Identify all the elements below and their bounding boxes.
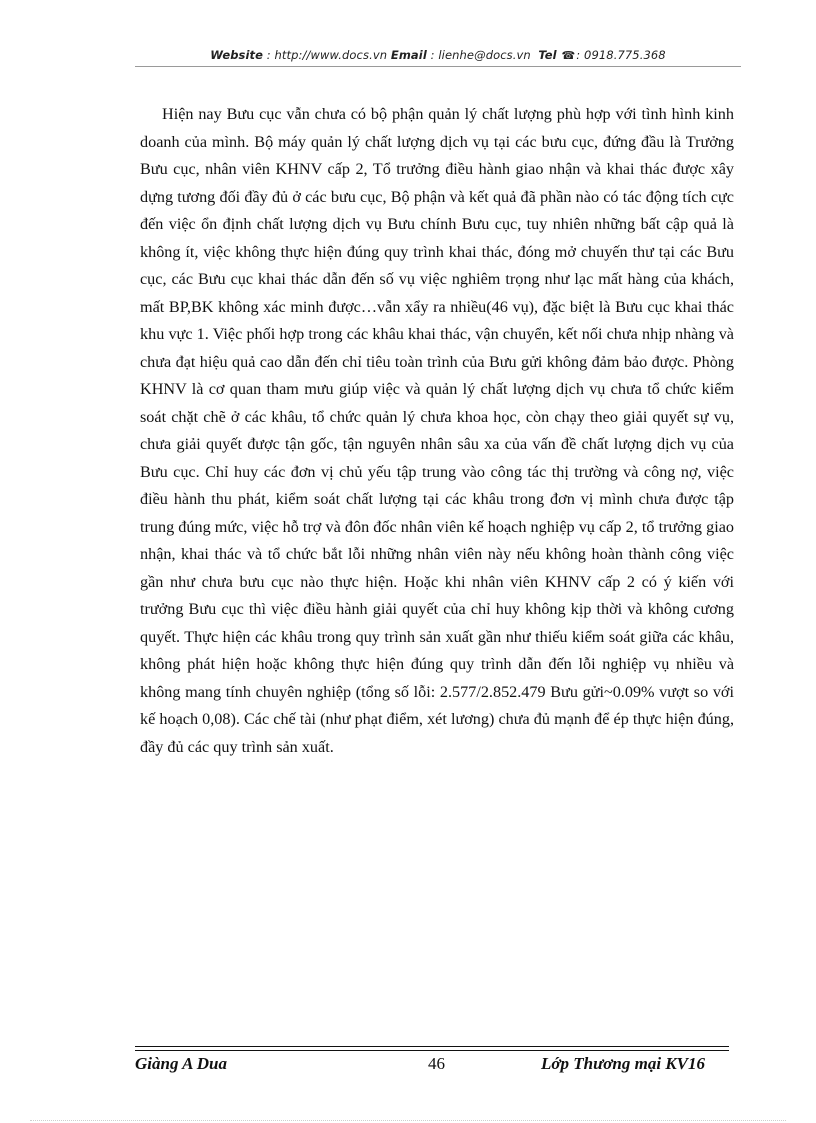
page-edge-dots xyxy=(30,1120,786,1121)
body-paragraph: Hiện nay Bưu cục vẫn chưa có bộ phận quản lý chất lượng phù hợp với tình hình kinh doanh của mình. Bộ máy quản lý chất lượng dịch vụ tại các bưu cục, đứng đầu là Trưởng Bưu cục, nhân viên KHNV cấp 2, Tổ trưởng điều hành giao nhận và khai thác được xây dựng tương đối đầy đủ ở các bưu cục, Bộ phận và kết quả đã phần nào có tác động tích cực đến việc ổn định chất lượng dịch vụ Bưu chính Bưu cục, tuy nhiên những bất cập quả là không ít, việc không thực hiện đúng quy trình khai thác, đóng mở chuyến thư tại các Bưu cục, các Bưu cục khai thác dẫn đến số vụ việc nghiêm trọng như lạc mất hàng của khách, mất BP,BK không xác minh được…vẫn xẩy ra nhiều(46 vụ), đặc biệt là Bưu cục khai thác khu vực 1. Việc phối hợp trong các khâu khai thác, vận chuyển, kết nối chưa nhịp nhàng và chưa đạt hiệu quả cao dẫn đến chỉ tiêu toàn trình của Bưu gửi không đảm bảo được. Phòng KHNV là cơ quan tham mưu giúp việc và quản lý chất lượng dịch vụ chưa tổ chức kiểm soát chặt chẽ ở các khâu, tổ chức quản lý chưa khoa học, còn chạy theo giải quyết sự vụ, chưa giải quyết được tận gốc, tận nguyên nhân sâu xa của vấn đề chất lượng dịch vụ của Bưu cục. Chỉ huy các đơn vị chủ yếu tập trung vào công tác thị trường và công nợ, việc điều hành thu phát, kiểm soát chất lượng tại các khâu trong đơn vị mình chưa được tập trung đúng mức, việc hỗ trợ và đôn đốc nhân viên kế hoạch nghiệp vụ cấp 2, tổ trưởng giao nhận, khai thác và tổ chức bắt lỗi những nhân viên này nếu không hoàn thành công việc gần như chưa bưu cục nào thực hiện. Hoặc khi nhân viên KHNV cấp 2 có ý kiến với trưởng Bưu cục thì việc điều hành giải quyết của chỉ huy không kịp thời và không cương quyết. Thực hiện các khâu trong quy trình sản xuất gần như thiếu kiểm soát giữa các khâu, không phát hiện hoặc không thực hiện đúng quy trình dẫn đến lỗi nghiệp vụ nhiều và không mang tính chuyên nghiệp (tổng số lỗi: 2.577/2.852.479 Bưu gửi~0.09% vượt so với kế hoạch 0,08). Các chế tài (như phạt điểm, xét lương) chưa đủ mạnh để ép thực hiện đúng, đầy đủ các quy trình sản xuất. xyxy=(140,105,734,756)
page-footer xyxy=(135,1054,729,1076)
header-divider xyxy=(135,66,741,67)
website-url[interactable]: http://www.docs.vn xyxy=(274,48,388,62)
phone-number: 0918.775.368 xyxy=(584,48,666,62)
phone-icon: ☎ xyxy=(561,49,576,62)
footer-author: Giàng A Dua xyxy=(135,1054,227,1073)
website-separator: : xyxy=(263,48,275,62)
page-header xyxy=(135,48,741,62)
footer-divider-thick xyxy=(135,1050,729,1051)
tel-separator: : xyxy=(576,48,585,62)
footer-divider-thin xyxy=(135,1046,729,1047)
tel-label: Tel xyxy=(538,48,557,62)
website-label: Website xyxy=(210,48,264,62)
footer-class: Lớp Thương mại KV16 xyxy=(541,1054,705,1073)
email-address[interactable]: lienhe@docs.vn xyxy=(438,48,531,62)
page-number: 46 xyxy=(428,1054,445,1073)
email-label: Email xyxy=(390,48,427,62)
email-separator: : xyxy=(426,48,439,62)
